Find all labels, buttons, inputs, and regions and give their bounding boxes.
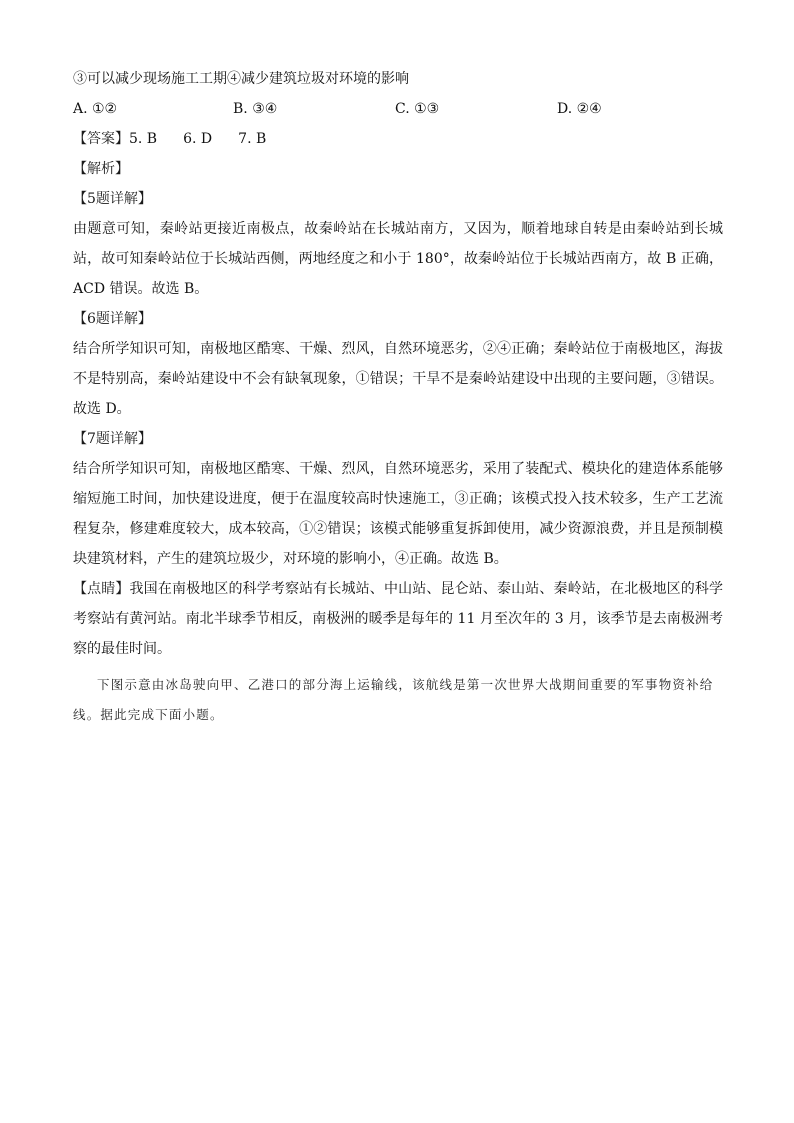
option-d: D. ②④	[557, 101, 602, 117]
answer-tag: 【答案】	[73, 131, 129, 147]
page-content	[73, 64, 723, 730]
tip-paragraph	[73, 574, 723, 664]
q6-heading: 【6题详解】	[73, 311, 152, 327]
question-7-options	[73, 94, 723, 124]
analysis-tag: 【解析】	[73, 161, 129, 177]
option-c: C. ①③	[395, 101, 440, 117]
q5-heading: 【5题详解】	[73, 191, 152, 207]
next-question-intro: 下图示意由冰岛驶向甲、乙港口的部分海上运输线，该航线是第一次世界大战期间重要的军事物资补给线。据此完成下面小题。	[73, 677, 714, 722]
q7-explanation: 结合所学知识可知，南极地区酷寒、干燥、烈风，自然环境恶劣，采用了装配式、模块化的建造体系能够缩短施工时间，加快建设进度，便于在温度较高时快速施工，③正确；该模式投入技术较多，生产工艺流程复杂，修建难度较大，成本较高，①②错误；该模式能够重复拆卸使用，减少资源浪费，并且是预制模块建筑材料，产生的建筑垃圾少，对环境的影响小，④正确。故选 B。	[73, 461, 723, 567]
answer-7: 7. B	[238, 131, 267, 147]
q6-explanation: 结合所学知识可知，南极地区酷寒、干燥、烈风，自然环境恶劣，②④正确；秦岭站位于南极地区，海拔不是特别高，秦岭站建设中不会有缺氧现象，①错误；干旱不是秦岭站建设中出现的主要问题，③错误。故选 D。	[73, 341, 723, 417]
tip-tag: 【点睛】	[73, 581, 130, 597]
question-7-statement: ③可以减少现场施工工期④减少建筑垃圾对环境的影响	[73, 71, 409, 87]
q5-explanation: 由题意可知，秦岭站更接近南极点，故秦岭站在长城站南方，又因为，顺着地球自转是由秦岭站到长城站，故可知秦岭站位于长城站西侧，两地经度之和小于 180°，故秦岭站位于长城站西南方，故 B 正确，ACD 错误。故选 B。	[73, 221, 723, 297]
answer-5: 5. B	[129, 131, 158, 147]
option-a: A. ①②	[73, 101, 118, 117]
tip-text: 我国在南极地区的科学考察站有长城站、中山站、昆仑站、泰山站、秦岭站，在北极地区的科学考察站有黄河站。南北半球季节相反，南极洲的暖季是每年的 11 月至次年的 3 月，该季节是去南极洲考察的最佳时间。	[73, 581, 724, 657]
q7-heading: 【7题详解】	[73, 431, 152, 447]
option-b: B. ③④	[233, 101, 278, 117]
answer-line	[73, 124, 723, 154]
answer-6: 6. D	[183, 131, 213, 147]
